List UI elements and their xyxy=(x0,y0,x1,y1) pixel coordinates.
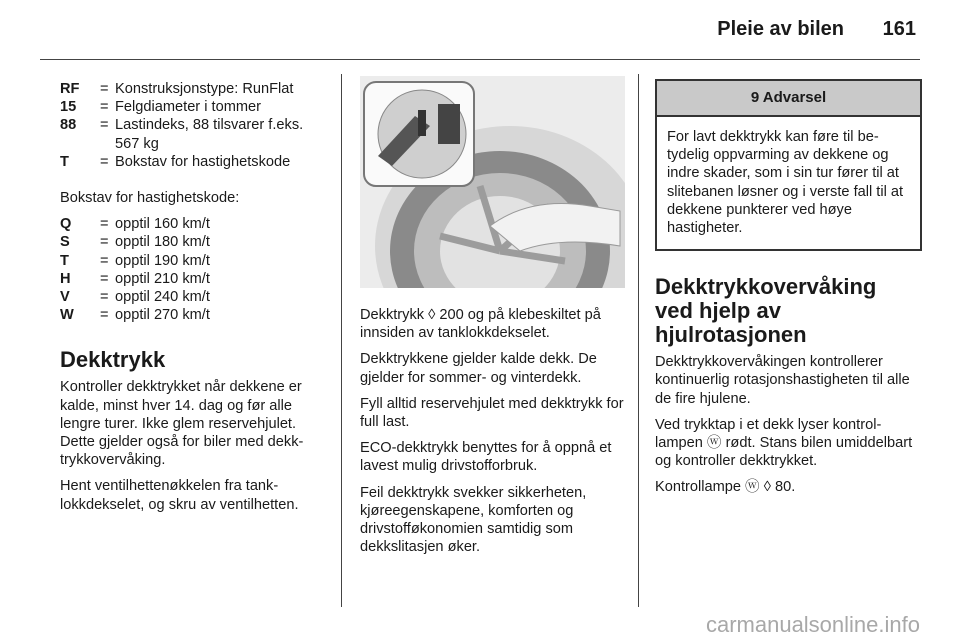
def-eq: = xyxy=(100,99,109,116)
speed-key: Q xyxy=(60,216,72,233)
def-key: T xyxy=(60,153,69,170)
def-eq: = xyxy=(100,289,109,306)
def-row xyxy=(60,80,330,98)
speed-value: opptil 270 km/t xyxy=(115,307,210,324)
def-eq: = xyxy=(100,216,109,233)
speed-key: W xyxy=(60,307,74,324)
def-row xyxy=(60,98,330,116)
tire-monitoring-heading: Dekktrykkovervåking ved hjelp av hjulrotasjonen xyxy=(655,274,877,348)
paragraph: Ved trykktap i et dekk lyser kontrollampen ⓦ rødt. Stans bilen umiddelbart og kontroller dekktrykket. xyxy=(655,416,913,470)
speed-key: S xyxy=(60,234,70,251)
def-key: 15 xyxy=(60,99,77,116)
page-header xyxy=(0,18,960,48)
paragraph: Hent ventilhettenøkkelen fra tanklokkdekselet, og skru av ventilhetten. xyxy=(60,478,299,513)
def-value: Lastindeks, 88 tilsvarer f.eks. 567 kg xyxy=(115,117,304,152)
def-row xyxy=(60,116,330,152)
speed-value: opptil 160 km/t xyxy=(115,216,210,233)
paragraph: ECO-dekktrykk benyttes for å oppnå et lavest mulig drivstofforbruk. xyxy=(360,440,612,475)
paragraph: Feil dekktrykk svekker sikkerheten, kjøreegenskapene, komforten og drivstofføkonomien samtidig som dekkslitasjen øker. xyxy=(360,484,587,556)
tire-pressure-heading: Dekktrykk xyxy=(60,347,166,373)
def-eq: = xyxy=(100,307,109,324)
speed-row xyxy=(60,233,330,251)
paragraph: Dekktrykkovervåkingen kontrollerer kontinuerlig rotasjonshastigheten til alle de fire hjulene. xyxy=(655,354,910,407)
column-1 xyxy=(60,80,330,522)
column-2 xyxy=(360,76,625,564)
def-eq: = xyxy=(100,117,109,134)
column-divider-2 xyxy=(638,74,639,607)
speed-value: opptil 210 km/t xyxy=(115,270,210,287)
speed-intro: Bokstav for hastighetskode: xyxy=(60,190,240,207)
watermark: carmanualsonline.info xyxy=(705,612,920,637)
speed-key: H xyxy=(60,270,71,287)
def-eq: = xyxy=(100,153,109,170)
speed-value: opptil 190 km/t xyxy=(115,252,210,269)
warning-text: For lavt dekktrykk kan føre til betydelig oppvarming av dekkene og indre skader, som i sin tur fører til at slitebanen løsner og i verste fall til at dekkene punkterer ved høye hastigheter. xyxy=(667,129,904,237)
page-number: 161 xyxy=(882,18,916,40)
def-value: Konstruksjonstype: RunFlat xyxy=(115,81,294,97)
def-eq: = xyxy=(100,252,109,269)
def-value: Bokstav for hastighetskode xyxy=(115,153,291,170)
paragraph: Kontrollampe ⓦ ◊ 80. xyxy=(655,479,796,496)
def-eq: = xyxy=(100,270,109,287)
column-3 xyxy=(655,79,920,505)
paragraph: Dekktrykk ◊ 200 og på klebeskiltet på innsiden av tanklokkdekselet. xyxy=(360,307,601,342)
def-eq: = xyxy=(100,234,109,251)
speed-value: opptil 180 km/t xyxy=(115,234,210,251)
paragraph: Dekktrykkene gjelder kalde dekk. De gjelder for sommer- og vinterdekk. xyxy=(360,351,597,386)
def-key: RF xyxy=(60,81,80,97)
speed-code-list xyxy=(60,215,330,324)
paragraph: Kontroller dekktrykket når dekkene er kalde, minst hver 14. dag og før alle lengre turer. Ikke glem reservehjulet. Dette gjelder også for biler med dekktrykkovervåking. xyxy=(60,379,304,469)
def-eq: = xyxy=(100,81,109,97)
tire-code-list xyxy=(60,80,330,171)
speed-row xyxy=(60,288,330,306)
speed-row xyxy=(60,215,330,233)
def-key: 88 xyxy=(60,117,77,134)
speed-row xyxy=(60,270,330,288)
header-rule xyxy=(40,59,920,60)
warning-box xyxy=(655,79,922,251)
speed-row xyxy=(60,306,330,324)
def-row xyxy=(60,153,330,171)
speed-row xyxy=(60,252,330,270)
def-value: Felgdiameter i tommer xyxy=(115,99,261,116)
speed-key: V xyxy=(60,289,70,306)
tire-valve-illustration xyxy=(360,76,625,288)
warning-title: 9 Advarsel xyxy=(657,81,920,117)
paragraph: Fyll alltid reservehjulet med dekktrykk for full last. xyxy=(360,395,624,431)
section-title: Pleie av bilen xyxy=(717,18,844,40)
speed-key: T xyxy=(60,252,69,269)
speed-value: opptil 240 km/t xyxy=(115,289,210,306)
column-divider-1 xyxy=(341,74,342,607)
